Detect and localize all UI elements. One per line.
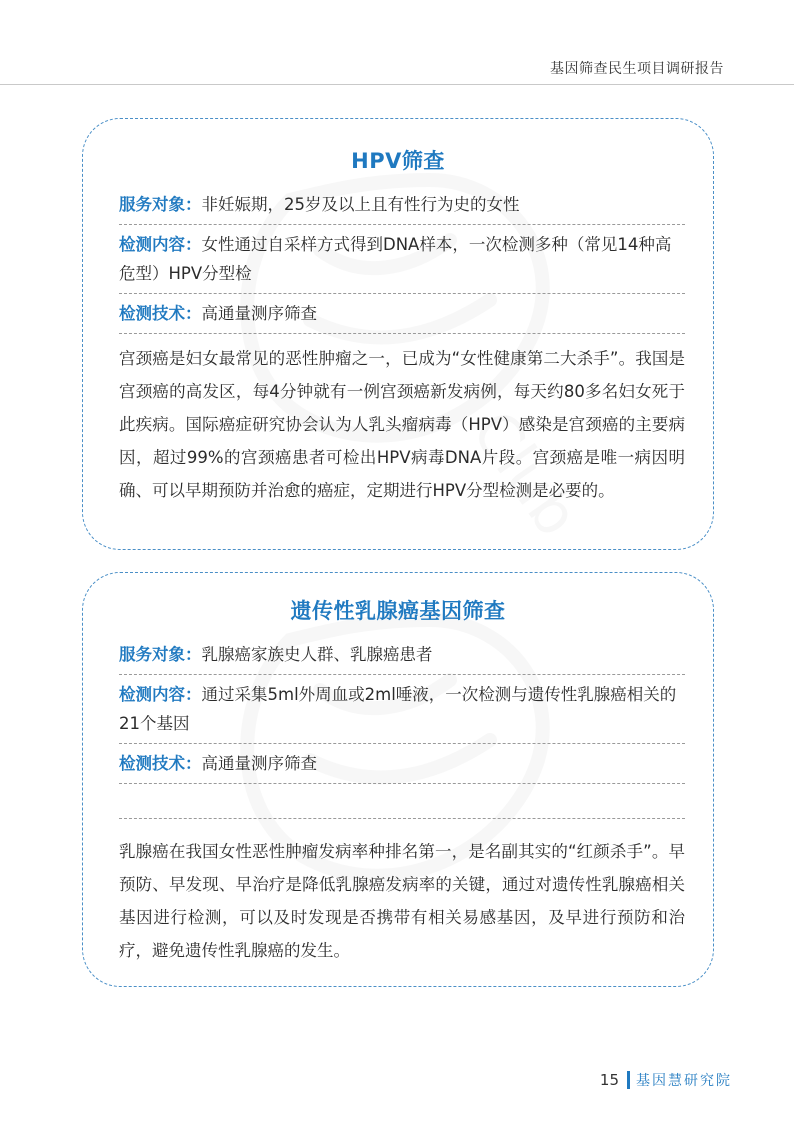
- test-technology-value: 高通量测序筛查: [201, 304, 317, 323]
- page-number: 15: [599, 1071, 619, 1089]
- page-footer: [600, 1070, 732, 1090]
- header-divider: [0, 84, 794, 85]
- test-technology-value: 高通量测序筛查: [201, 754, 317, 773]
- service-target-label: 服务对象：: [119, 645, 202, 664]
- test-content-row: [119, 225, 685, 294]
- service-target-value: 乳腺癌家族史人群、乳腺癌患者: [201, 645, 433, 664]
- test-content-label: 检测内容：: [119, 685, 202, 704]
- service-target-row: [119, 185, 685, 225]
- section-title: 遗传性乳腺癌基因筛查: [290, 599, 506, 623]
- empty-divider-row: [119, 784, 685, 819]
- test-technology-row: [119, 294, 685, 334]
- test-technology-label: 检测技术：: [119, 304, 202, 323]
- test-content-value: 女性通过自采样方式得到DNA样本，一次检测多种（常见14种高危型）HPV分型检: [119, 235, 672, 283]
- test-technology-label: 检测技术：: [119, 754, 202, 773]
- header-title: 基因筛查民生项目调研报告: [550, 61, 724, 77]
- test-content-row: [119, 675, 685, 744]
- section-description: 乳腺癌在我国女性恶性肿瘤发病率种排名第一，是名副其实的“红颜杀手”。早预防、早发现、早治疗是降低乳腺癌发病率的关键，通过对遗传性乳腺癌相关基因进行检测，可以及时发现是否携带有相关易感基因，及早进行预防和治疗，避免遗传性乳腺癌的发生。: [119, 842, 685, 960]
- section-description: 宫颈癌是妇女最常见的恶性肿瘤之一，已成为“女性健康第二大杀手”。我国是宫颈癌的高发区，每4分钟就有一例宫颈癌新发病例，每天约80多名妇女死于此疾病。国际癌症研究协会认为人乳头瘤病毒（HPV）感染是宫颈癌的主要病因，超过99%的宫颈癌患者可检出HPV病毒DNA片段。宫颈癌是唯一病因明确、可以早期预防并治愈的癌症，定期进行HPV分型检测是必要的。: [119, 349, 685, 500]
- hpv-screening-card: [82, 118, 714, 550]
- service-target-row: [119, 635, 685, 675]
- test-technology-row: [119, 744, 685, 784]
- service-target-value: 非妊娠期，25岁及以上且有性行为史的女性: [201, 195, 520, 214]
- footer-brand: 基因慧研究院: [636, 1073, 732, 1089]
- breast-cancer-screening-card: [82, 572, 714, 987]
- test-content-label: 检测内容：: [119, 235, 202, 254]
- service-target-label: 服务对象：: [119, 195, 202, 214]
- footer-accent-bar: [627, 1071, 630, 1089]
- test-content-value: 通过采集5ml外周血或2ml唾液，一次检测与遗传性乳腺癌相关的21个基因: [119, 685, 677, 733]
- section-title: HPV筛查: [351, 149, 445, 173]
